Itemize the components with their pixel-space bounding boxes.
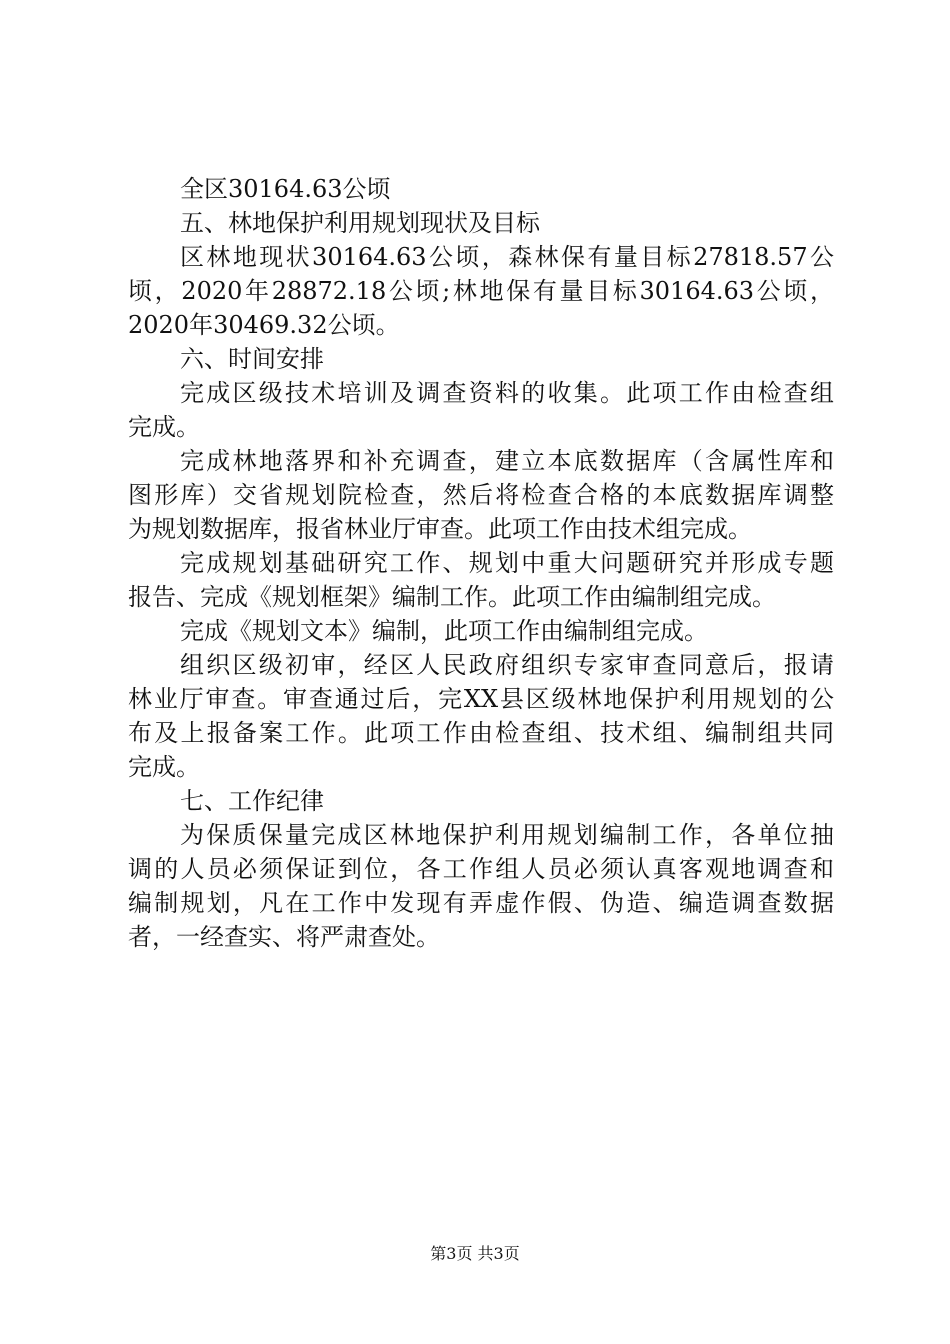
text-line: 完成规划基础研究工作、规划中重大问题研究并形成专题	[180, 549, 834, 577]
text-line: 区林地现状30164.63公顷，森林保有量目标27818.57公	[180, 243, 834, 271]
text-line: 者，一经查实、将严肃查处。	[128, 923, 440, 951]
text-line: 为保质保量完成区林地保护利用规划编制工作，各单位抽	[180, 821, 834, 849]
text-line-total-area: 全区30164.63公顷	[180, 175, 391, 203]
text-line: 完成区级技术培训及调查资料的收集。此项工作由检查组	[180, 379, 834, 407]
section-heading-schedule: 六、时间安排	[180, 345, 324, 373]
text-line: 报告、完成《规划框架》编制工作。此项工作由编制组完成。	[128, 583, 776, 611]
text-line: 调的人员必须保证到位，各工作组人员必须认真客观地调查和	[128, 855, 834, 883]
text-line: 完成。	[128, 413, 200, 441]
text-line: 完成。	[128, 753, 200, 781]
text-line: 完成林地落界和补充调查，建立本底数据库（含属性库和	[180, 447, 834, 475]
text-line: 为规划数据库，报省林业厅审查。此项工作由技术组完成。	[128, 515, 752, 543]
section-heading-discipline: 七、工作纪律	[180, 787, 324, 815]
document-body	[128, 172, 834, 954]
text-line: 2020年30469.32公顷。	[128, 311, 400, 339]
text-line: 布及上报备案工作。此项工作由检查组、技术组、编制组共同	[128, 719, 834, 747]
text-line: 编制规划，凡在工作中发现有弄虚作假、伪造、编造调查数据	[128, 889, 834, 917]
text-line: 完成《规划文本》编制，此项工作由编制组完成。	[180, 617, 708, 645]
text-line: 林业厅审查。审查通过后，完XX县区级林地保护利用规划的公	[128, 685, 834, 713]
page-number-footer: 第3页 共3页	[430, 1244, 520, 1263]
text-line: 图形库）交省规划院检查，然后将检查合格的本底数据库调整	[128, 481, 834, 509]
section-heading-status-goals: 五、林地保护利用规划现状及目标	[180, 209, 540, 237]
text-line: 顷，2020年28872.18公顷;林地保有量目标30164.63公顷，	[128, 277, 834, 305]
text-line: 组织区级初审，经区人民政府组织专家审查同意后，报请	[180, 651, 834, 679]
